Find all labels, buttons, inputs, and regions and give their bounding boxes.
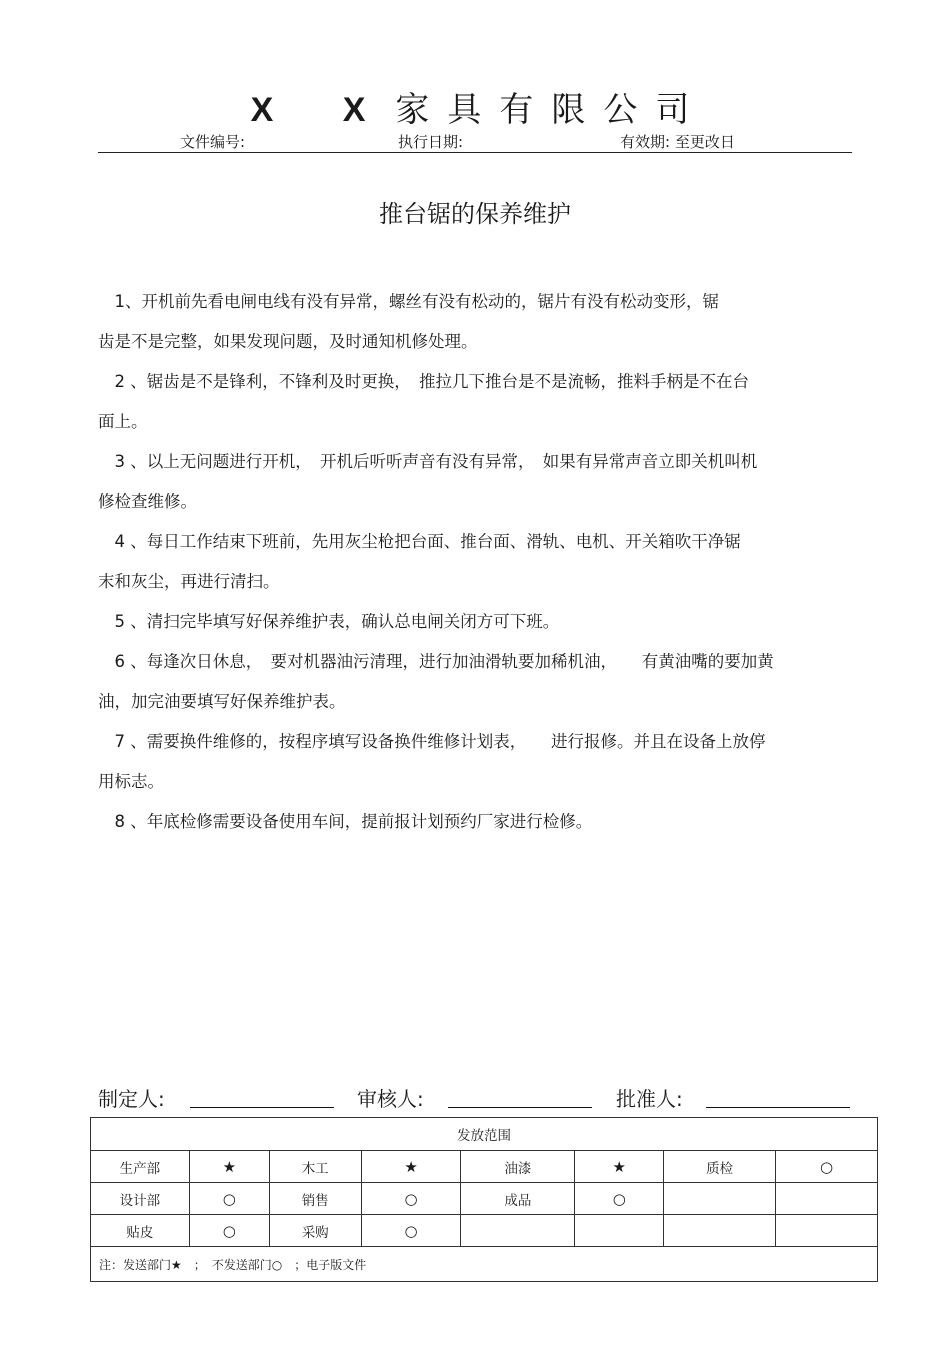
paragraph-line: 7 、需要换件维修的，按程序填写设备换件维修计划表， 进行报修。并且在设备上放停 <box>98 732 766 751</box>
dept-cell: 销售 <box>269 1183 361 1215</box>
dept-cell: 质检 <box>664 1151 776 1183</box>
send-mark: ★ <box>361 1151 461 1183</box>
paragraph-line: 2 、锯齿是不是锋利，不锋利及时更换， 推拉几下推台是不是流畅，推料手柄是不在台 <box>98 372 749 391</box>
doc-number-label: 文件编号: <box>180 133 246 151</box>
empty-cell <box>575 1215 664 1247</box>
reviewer-label: 审核人: <box>357 1087 424 1111</box>
paragraph-line: 8 、年底检修需要设备使用车间，提前报计划预约厂家进行检修。 <box>98 812 593 831</box>
no-send-mark: ○ <box>776 1151 878 1183</box>
distribution-title: 发放范围 <box>91 1118 878 1151</box>
document-title: 推台锯的保养维护 <box>379 200 571 228</box>
dept-cell: 成品 <box>461 1183 575 1215</box>
paragraph-line: 齿是不是完整，如果发现问题，及时通知机修处理。 <box>98 332 478 351</box>
maintenance-steps <box>98 282 838 842</box>
dept-cell: 生产部 <box>91 1151 190 1183</box>
approver-signature-line[interactable] <box>706 1107 850 1108</box>
table-row <box>91 1151 878 1183</box>
company-name <box>0 88 950 132</box>
paragraph-line: 3 、以上无问题进行开机， 开机后听听声音有没有异常， 如果有异常声音立即关机叫机 <box>98 452 758 471</box>
paragraph-line: 用标志。 <box>98 772 164 791</box>
paragraph-line: 末和灰尘，再进行清扫。 <box>98 572 280 591</box>
validity <box>620 131 735 152</box>
empty-cell <box>461 1215 575 1247</box>
paragraph-line: 面上。 <box>98 412 148 431</box>
empty-cell <box>776 1215 878 1247</box>
dept-cell: 设计部 <box>91 1183 190 1215</box>
paragraph-line: 5 、清扫完毕填写好保养维护表，确认总电闸关闭方可下班。 <box>98 612 560 631</box>
table-row <box>91 1183 878 1215</box>
company-xx: X X <box>250 91 396 129</box>
dept-cell: 油漆 <box>461 1151 575 1183</box>
paragraph-line: 油，加完油要填写好保养维护表。 <box>98 692 346 711</box>
validity-value: 至更改日 <box>674 133 735 151</box>
empty-cell <box>664 1183 776 1215</box>
table-row <box>91 1215 878 1247</box>
no-send-mark: ○ <box>361 1183 461 1215</box>
send-mark: ★ <box>189 1151 269 1183</box>
paragraph-line: 6 、每逢次日休息， 要对机器油污清理，进行加油滑轨要加稀机油， 有黄油嘴的要加黄 <box>98 652 774 671</box>
no-send-mark: ○ <box>361 1215 461 1247</box>
paragraph-line: 1、开机前先看电闸电线有没有异常，螺丝有没有松动的，锯片有没有松动变形，锯 <box>98 292 719 311</box>
paragraph-line: 4 、每日工作结束下班前，先用灰尘枪把台面、推台面、滑轨、电机、开关箱吹干净锯 <box>98 532 741 551</box>
no-send-mark: ○ <box>189 1215 269 1247</box>
document-meta-row <box>98 128 852 153</box>
approver-label: 批准人: <box>616 1087 683 1111</box>
distribution-table <box>90 1117 878 1282</box>
send-mark: ★ <box>575 1151 664 1183</box>
signature-row <box>98 1083 858 1115</box>
drafter-signature-line[interactable] <box>190 1107 334 1108</box>
no-send-mark: ○ <box>575 1183 664 1215</box>
distribution-note: 注：发送部门★ ； 不发送部门○ ；电子版文件 <box>91 1247 878 1282</box>
company-suffix: 家具有限公司 <box>395 90 708 130</box>
dept-cell: 贴皮 <box>91 1215 190 1247</box>
drafter-label: 制定人: <box>98 1087 165 1111</box>
empty-cell <box>776 1183 878 1215</box>
empty-cell <box>664 1215 776 1247</box>
paragraph-line: 修检查维修。 <box>98 492 197 511</box>
validity-label: 有效期: <box>620 133 671 151</box>
exec-date-label: 执行日期: <box>398 133 464 151</box>
dept-cell: 采购 <box>269 1215 361 1247</box>
dept-cell: 木工 <box>269 1151 361 1183</box>
no-send-mark: ○ <box>189 1183 269 1215</box>
reviewer-signature-line[interactable] <box>448 1107 592 1108</box>
